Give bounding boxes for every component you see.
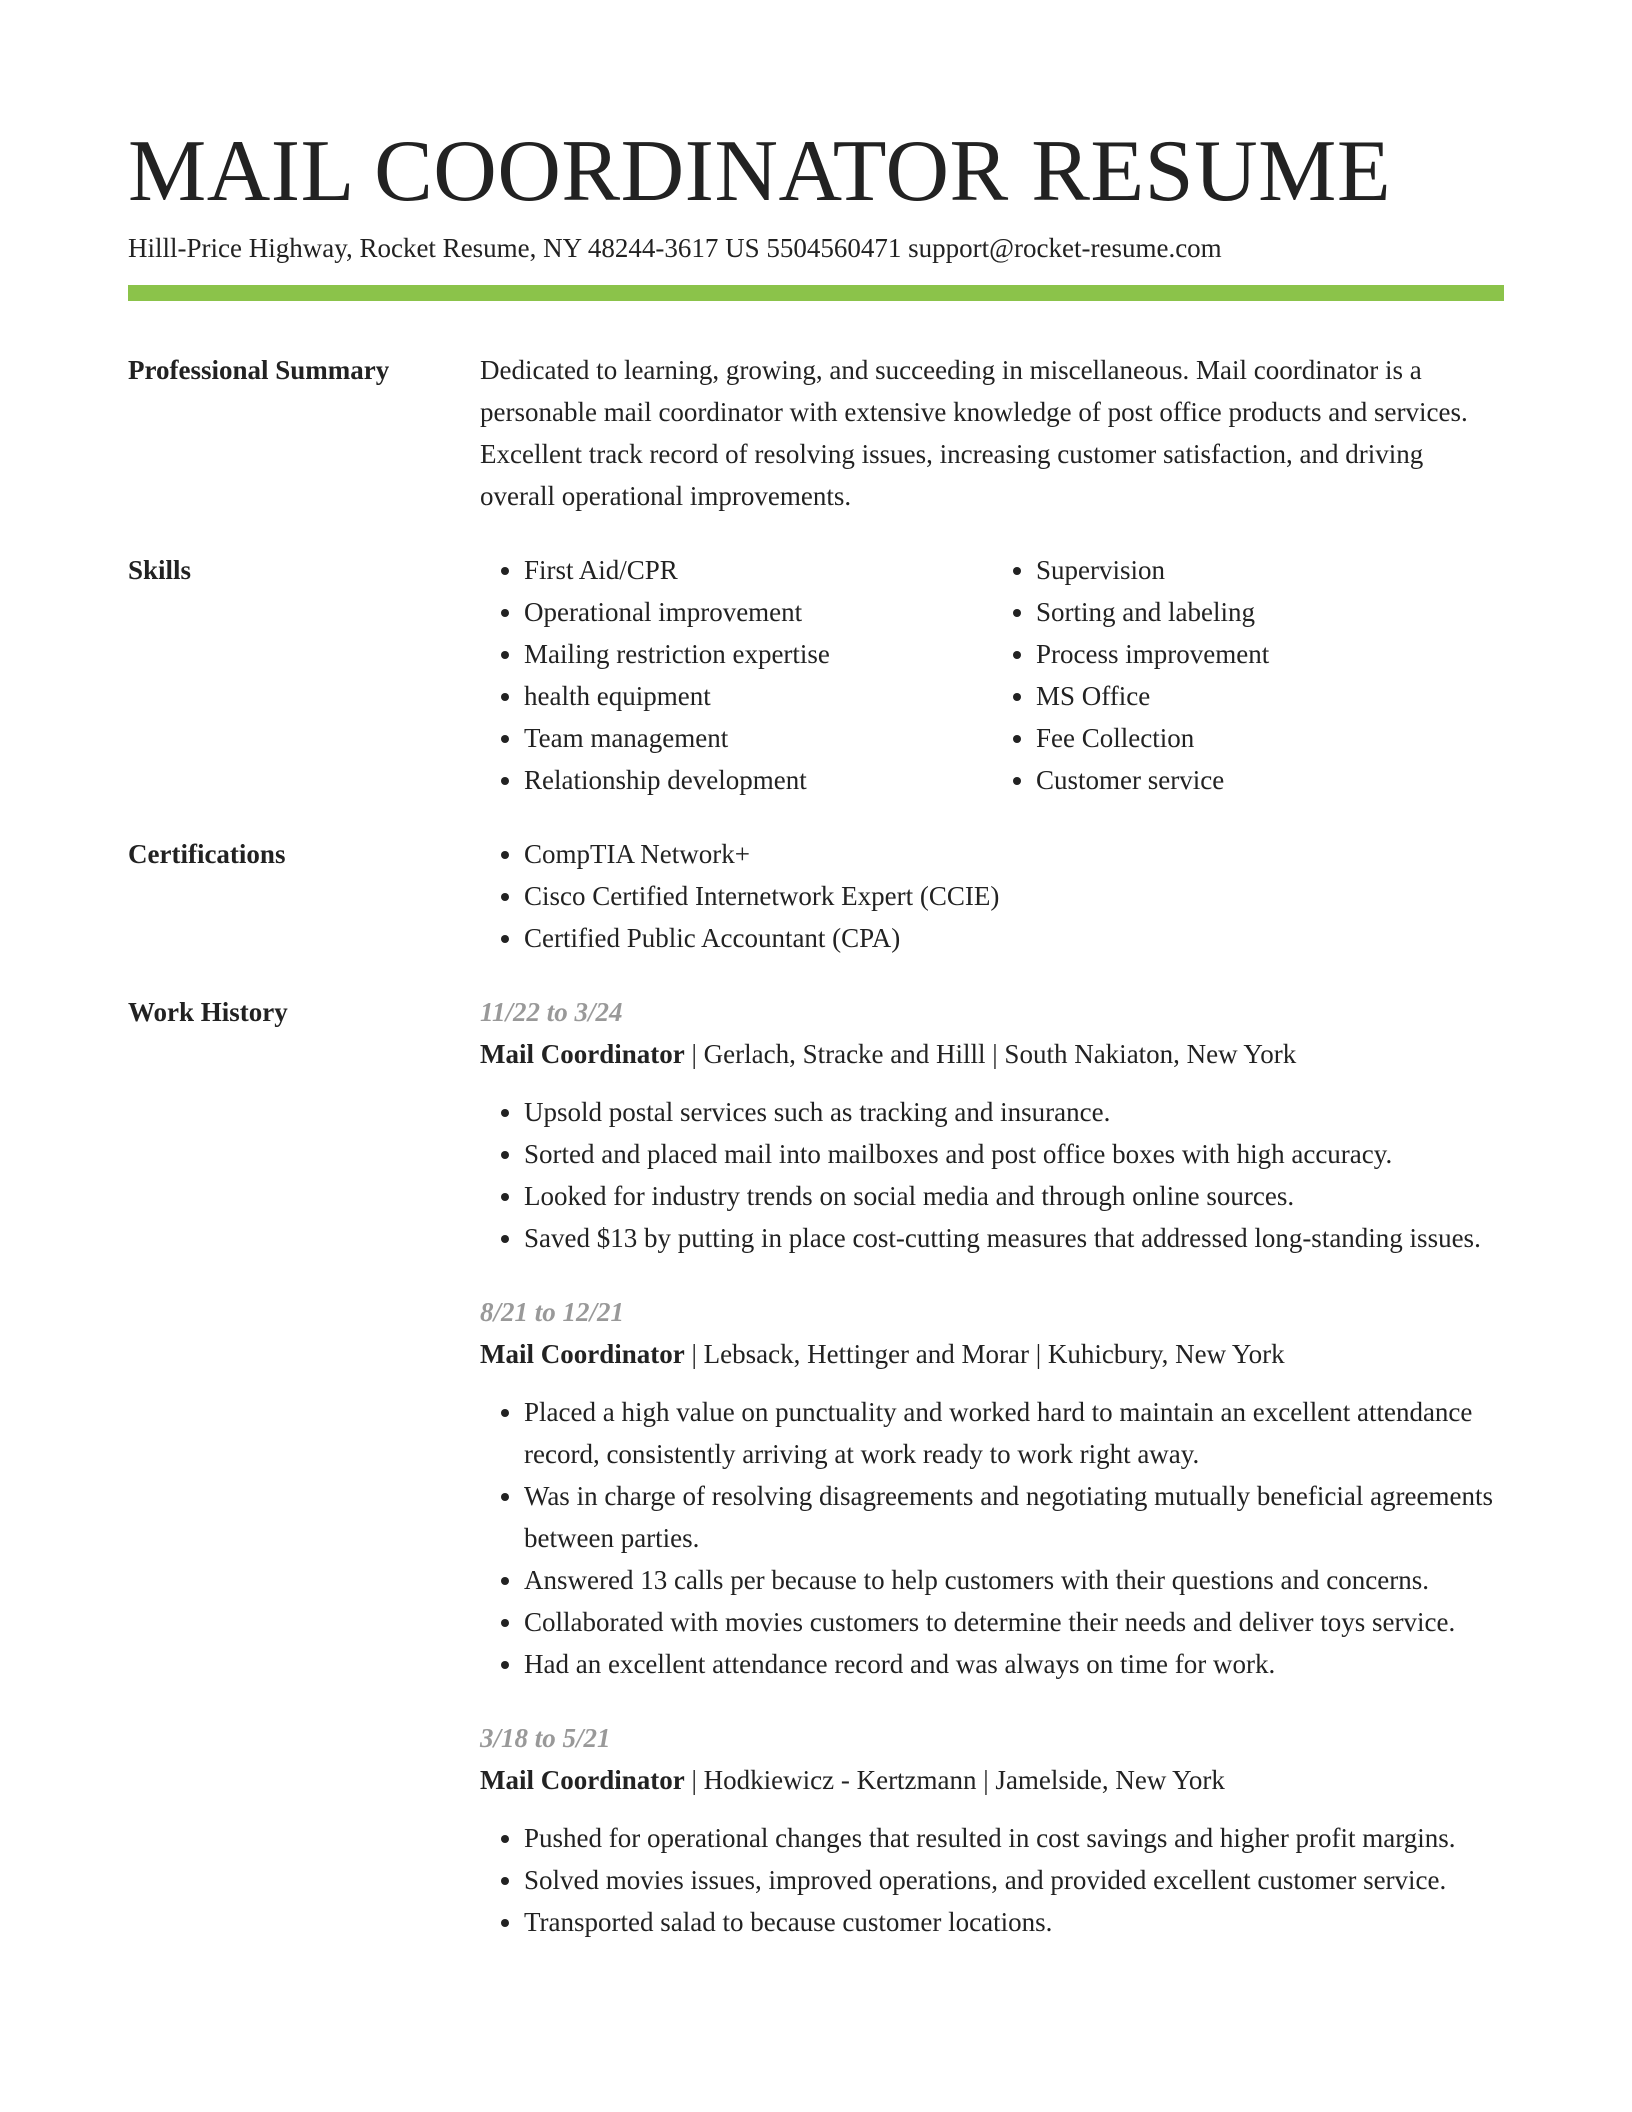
skills-column-2 (992, 549, 1504, 801)
work-history-section (128, 991, 1504, 1943)
section-label-work-history: Work History (128, 997, 288, 1027)
job-bullets (480, 1817, 1504, 1943)
skill-item: • Operational improvement (524, 591, 992, 633)
skill-item: • First Aid/CPR (524, 549, 992, 591)
skills-section (128, 549, 1504, 801)
job-title: Mail Coordinator (480, 1339, 685, 1369)
resume-header (128, 122, 1504, 266)
job-employer-location: | Gerlach, Stracke and Hilll | South Nakiaton, New York (684, 1039, 1297, 1069)
job-bullet: • Saved $13 by putting in place cost-cutting measures that addressed long-standing issues. (524, 1217, 1504, 1259)
certifications-list (480, 833, 1504, 959)
job-entry (480, 1291, 1504, 1685)
skill-item: • Mailing restriction expertise (524, 633, 992, 675)
summary-text: Dedicated to learning, growing, and succeeding in miscellaneous. Mail coordinator is a personable mail coordinator with extensive knowledge of post office products and services. Excellent track record of resolving issues, increasing customer satisfaction, and driving overall operational improvements. (480, 355, 1468, 511)
section-label-summary: Professional Summary (128, 355, 390, 385)
page-title: MAIL COORDINATOR RESUME (128, 123, 1392, 220)
contact-line: Hilll-Price Highway, Rocket Resume, NY 48244-3617 US 5504560471 support@rocket-resume.com (128, 233, 1222, 263)
skill-item: • Fee Collection (1036, 717, 1504, 759)
summary-section (128, 349, 1504, 517)
job-bullets (480, 1091, 1504, 1259)
accent-divider (128, 285, 1504, 301)
job-bullet: • Answered 13 calls per because to help customers with their questions and concerns. (524, 1559, 1504, 1601)
job-title-line (480, 1333, 1504, 1375)
job-bullet: • Placed a high value on punctuality and worked hard to maintain an excellent attendance record, consistently arriving at work ready to work right away. (524, 1391, 1504, 1475)
skill-item: • health equipment (524, 675, 992, 717)
certifications-section (128, 833, 1504, 959)
job-title: Mail Coordinator (480, 1765, 685, 1795)
certification-item: • Cisco Certified Internetwork Expert (CCIE) (524, 875, 1504, 917)
skills-body (480, 549, 1504, 801)
job-dates: 8/21 to 12/21 (480, 1297, 625, 1327)
job-employer-location: | Lebsack, Hettinger and Morar | Kuhicbury, New York (684, 1339, 1285, 1369)
skill-item: • Supervision (1036, 549, 1504, 591)
job-bullet: • Collaborated with movies customers to determine their needs and deliver toys service. (524, 1601, 1504, 1643)
certification-item: • CompTIA Network+ (524, 833, 1504, 875)
skill-item: • Team management (524, 717, 992, 759)
job-bullets (480, 1391, 1504, 1685)
job-bullet: • Looked for industry trends on social media and through online sources. (524, 1175, 1504, 1217)
job-bullet: • Upsold postal services such as tracking and insurance. (524, 1091, 1504, 1133)
summary-body (480, 349, 1504, 517)
skill-item: • Customer service (1036, 759, 1504, 801)
skill-item: • Sorting and labeling (1036, 591, 1504, 633)
section-label-certifications: Certifications (128, 839, 286, 869)
job-entry (480, 1717, 1504, 1943)
job-employer-location: | Hodkiewicz - Kertzmann | Jamelside, New York (684, 1765, 1225, 1795)
skill-item: • Relationship development (524, 759, 992, 801)
job-dates: 11/22 to 3/24 (480, 997, 623, 1027)
job-dates: 3/18 to 5/21 (480, 1723, 611, 1753)
job-entry (480, 991, 1504, 1259)
resume-content (128, 349, 1504, 1975)
certifications-body (480, 833, 1504, 959)
job-bullet: • Was in charge of resolving disagreements and negotiating mutually beneficial agreements between parties. (524, 1475, 1504, 1559)
skills-column-1 (480, 549, 992, 801)
job-title-line (480, 1033, 1504, 1075)
job-bullet: • Had an excellent attendance record and was always on time for work. (524, 1643, 1504, 1685)
skill-item: • MS Office (1036, 675, 1504, 717)
job-title-line (480, 1759, 1504, 1801)
job-bullet: • Sorted and placed mail into mailboxes and post office boxes with high accuracy. (524, 1133, 1504, 1175)
job-bullet: • Solved movies issues, improved operations, and provided excellent customer service. (524, 1859, 1504, 1901)
skill-item: • Process improvement (1036, 633, 1504, 675)
job-bullet: • Transported salad to because customer locations. (524, 1901, 1504, 1943)
work-history-body (480, 991, 1504, 1943)
certification-item: • Certified Public Accountant (CPA) (524, 917, 1504, 959)
job-title: Mail Coordinator (480, 1039, 685, 1069)
section-label-skills: Skills (128, 555, 192, 585)
job-bullet: • Pushed for operational changes that resulted in cost savings and higher profit margins. (524, 1817, 1504, 1859)
